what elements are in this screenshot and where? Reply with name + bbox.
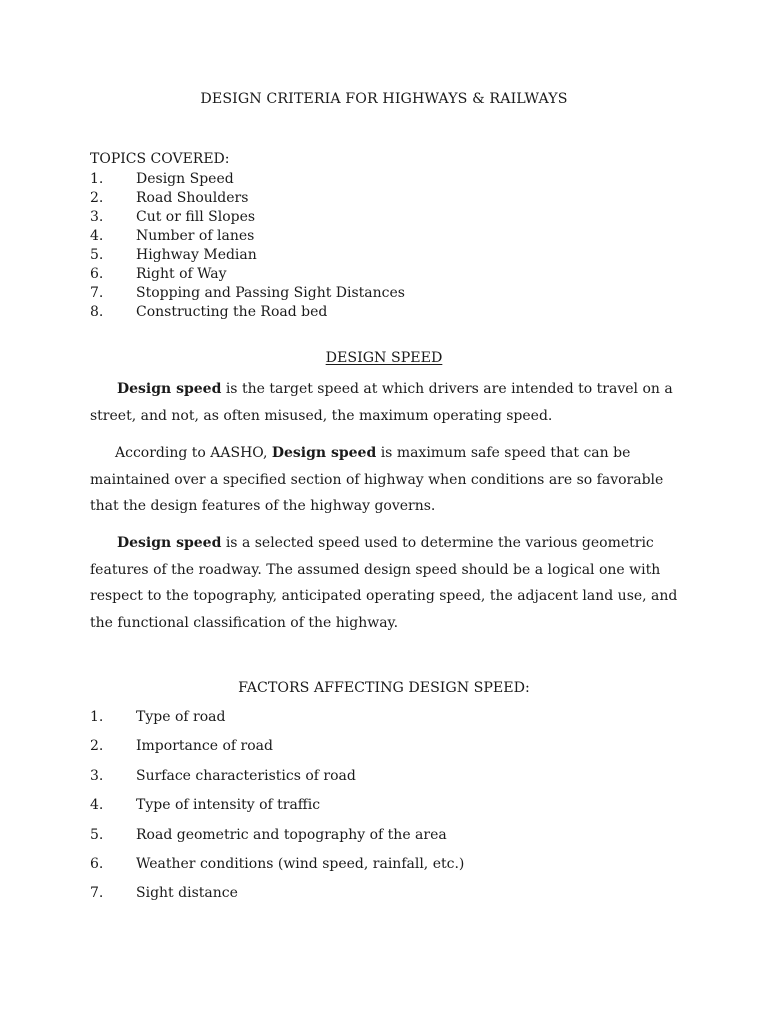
list-number: 4.: [90, 797, 104, 814]
list-text: Number of lanes: [136, 228, 255, 244]
list-text: Weather conditions (wind speed, rainfall, etc.): [136, 855, 465, 872]
paragraph-3: [90, 530, 690, 636]
list-item: [90, 703, 464, 732]
list-number: 6.: [90, 855, 104, 872]
bold-term: Design speed: [117, 535, 222, 551]
list-item: [90, 265, 405, 284]
paragraph-prefix: According to AASHO,: [115, 445, 272, 461]
factors-list: [90, 703, 464, 909]
list-item: [90, 762, 464, 791]
list-text: Sight distance: [136, 885, 238, 902]
list-text: Right of Way: [136, 266, 227, 282]
list-item: [90, 791, 464, 820]
list-text: Surface characteristics of road: [136, 767, 356, 784]
list-number: 8.: [90, 304, 104, 320]
paragraph-text: is maximum safe speed that can be maintained over a specified section of highway when conditions are so favorable that the design features of the highway governs.: [90, 445, 664, 514]
list-number: 3.: [90, 209, 104, 225]
factors-heading: FACTORS AFFECTING DESIGN SPEED:: [238, 680, 530, 696]
list-text: Importance of road: [136, 738, 273, 755]
list-text: Design Speed: [136, 171, 234, 187]
list-text: Highway Median: [136, 247, 257, 263]
list-item: [90, 284, 405, 303]
list-number: 2.: [90, 190, 104, 206]
list-number: 7.: [90, 885, 104, 902]
list-number: 1.: [90, 171, 104, 187]
list-item: [90, 850, 464, 879]
list-number: 3.: [90, 767, 104, 784]
design-speed-heading: [0, 350, 768, 366]
list-item: [90, 821, 464, 850]
topics-list: [90, 170, 405, 322]
paragraph-text: is the target speed at which drivers are intended to travel on a street, and not, as often misused, the maximum operating speed.: [90, 381, 673, 424]
list-number: 1.: [90, 709, 104, 725]
list-item: [90, 208, 405, 227]
list-number: 6.: [90, 266, 104, 282]
list-text: Constructing the Road bed: [136, 304, 328, 320]
list-text: Road Shoulders: [136, 190, 249, 206]
list-item: [90, 189, 405, 208]
list-item: [90, 303, 405, 322]
paragraph-2: [90, 440, 690, 520]
list-number: 4.: [90, 228, 104, 244]
topics-heading: TOPICS COVERED:: [90, 151, 230, 167]
bold-term: Design speed: [117, 381, 222, 397]
list-item: [90, 732, 464, 761]
list-number: 5.: [90, 247, 104, 263]
list-text: Stopping and Passing Sight Distances: [136, 285, 405, 301]
list-item: [90, 170, 405, 189]
list-item: [90, 879, 464, 908]
list-item: [90, 246, 405, 265]
list-number: 7.: [90, 285, 104, 301]
list-text: Type of road: [136, 709, 226, 725]
paragraph-1: [90, 376, 690, 429]
list-text: Cut or fill Slopes: [136, 209, 256, 225]
list-text: Type of intensity of traffic: [136, 797, 321, 814]
list-text: Road geometric and topography of the area: [136, 826, 447, 843]
list-item: [90, 227, 405, 246]
paragraph-text: is a selected speed used to determine the various geometric features of the roadway. The assumed design speed should be a logical one with respect to the topography, anticipated operating speed, the adjacent land use, and the functional classification of the highway.: [90, 535, 678, 631]
bold-term: Design speed: [271, 445, 377, 461]
list-number: 5.: [90, 826, 104, 843]
list-number: 2.: [90, 738, 104, 755]
design-speed-heading-text: DESIGN SPEED: [325, 350, 443, 366]
document-title: DESIGN CRITERIA FOR HIGHWAYS & RAILWAYS: [200, 91, 568, 107]
